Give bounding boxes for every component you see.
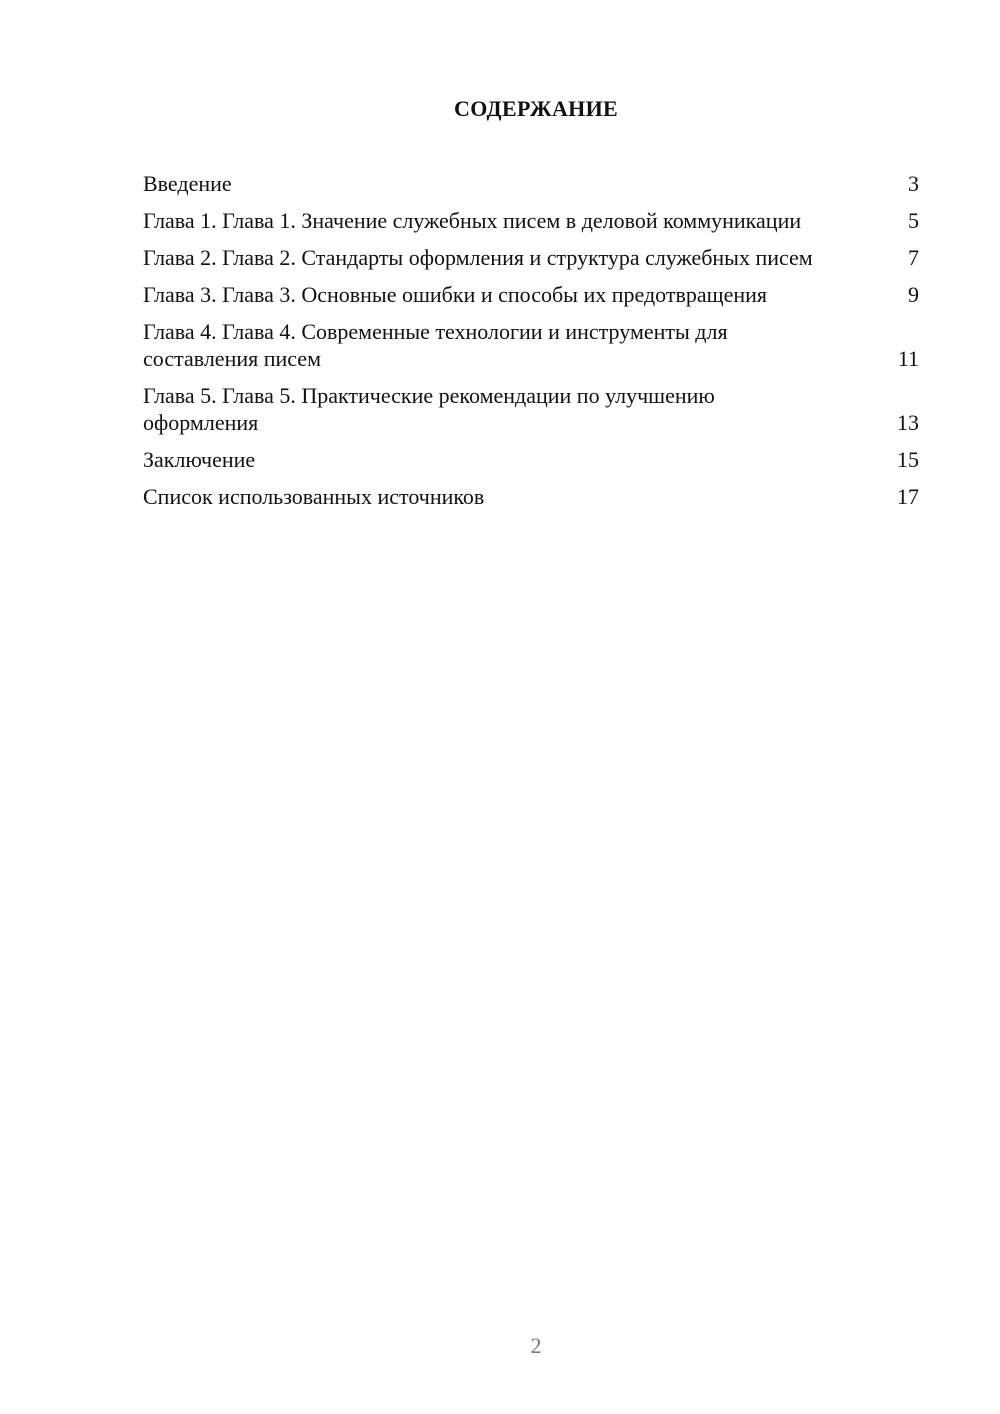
toc-item-text: Глава 1. Глава 1. Значение служебных писем в деловой коммуникации	[143, 208, 802, 233]
toc-item-page: 13	[897, 410, 919, 435]
toc-item-introduction[interactable]	[143, 170, 919, 197]
toc-item-text: Глава 2. Глава 2. Стандарты оформления и структура служебных писем	[143, 245, 813, 270]
toc-item-page: 3	[908, 171, 919, 196]
toc-item-chapter-1[interactable]	[143, 207, 919, 234]
toc-item-text: Глава 4. Глава 4. Современные технологии и инструменты для составления писем	[143, 319, 728, 371]
toc-item-page: 17	[897, 484, 919, 509]
toc-item-page: 15	[897, 447, 919, 472]
toc-item-page: 9	[908, 282, 919, 307]
toc-item-conclusion[interactable]	[143, 446, 919, 473]
toc-item-references[interactable]	[143, 483, 919, 510]
toc-item-text: Список использованных источников	[143, 484, 485, 509]
toc-item-text: Глава 3. Глава 3. Основные ошибки и способы их предотвращения	[143, 282, 768, 307]
toc-item-chapter-3[interactable]	[143, 281, 919, 308]
toc-item-page: 5	[908, 208, 919, 233]
toc-item-chapter-2[interactable]	[143, 244, 919, 271]
toc-item-text: Глава 5. Глава 5. Практические рекомендации по улучшению оформления	[143, 383, 715, 435]
toc-item-text: Введение	[143, 171, 232, 196]
toc-item-page: 7	[908, 245, 919, 270]
page-number: 2	[530, 1333, 542, 1358]
table-of-contents	[143, 170, 919, 520]
toc-item-chapter-5[interactable]	[143, 382, 919, 436]
toc-item-text: Заключение	[143, 447, 256, 472]
page-title: СОДЕРЖАНИЕ	[454, 96, 618, 121]
toc-item-page: 11	[897, 346, 919, 371]
toc-item-chapter-4[interactable]	[143, 318, 919, 372]
